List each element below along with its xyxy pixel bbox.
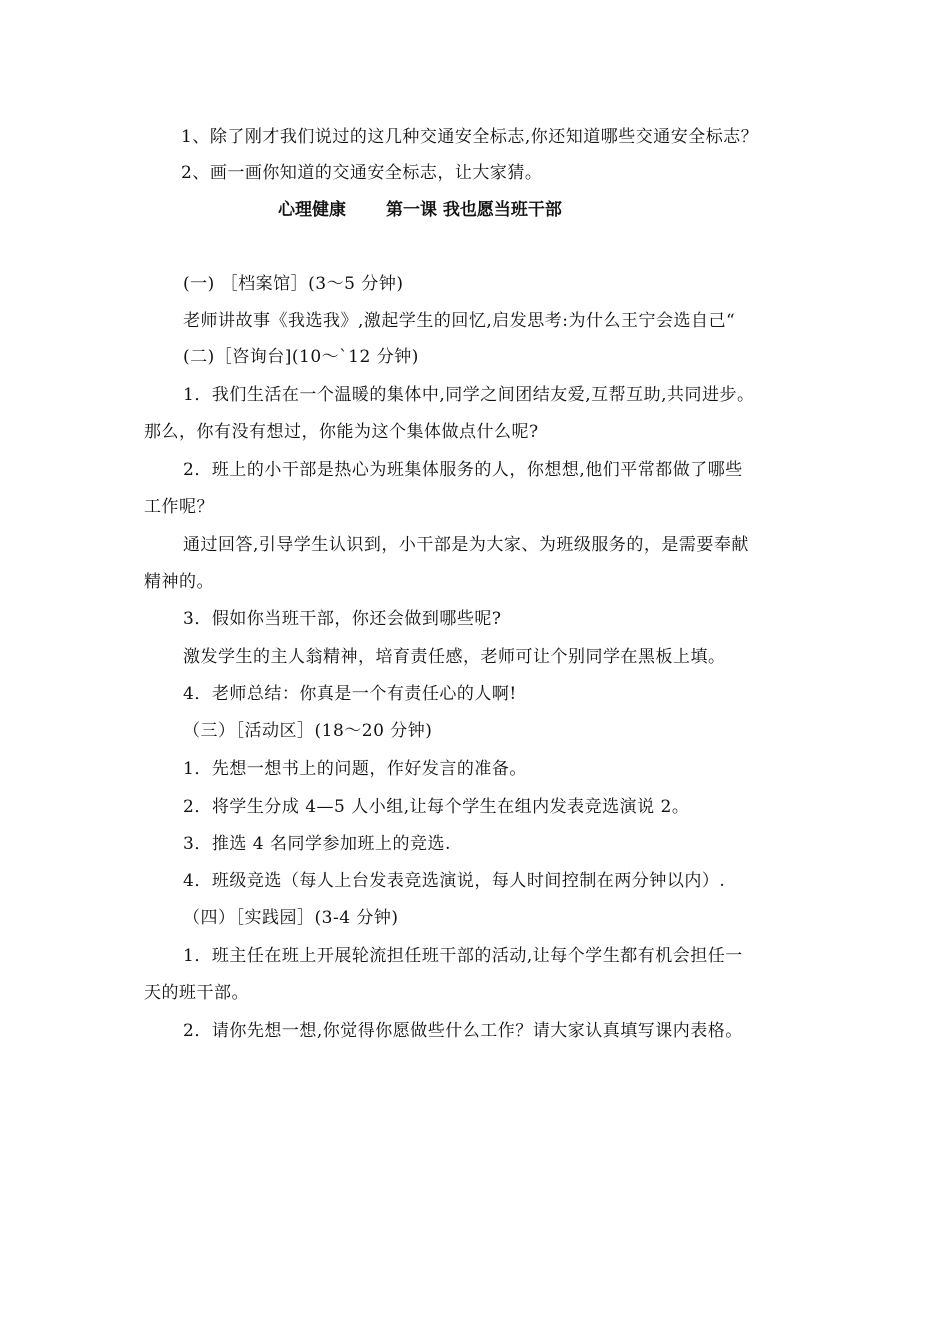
section-3-item: 4．班级竞选（每人上台发表竞选演说，每人时间控制在两分钟以内）. <box>183 871 726 891</box>
section-4-item: 天的班干部。 <box>144 983 249 1003</box>
section-1-text: 老师讲故事《我选我》,激起学生的回忆,启发思考:为什么王宁会选自己“ <box>183 311 736 331</box>
section-2-paragraph: 工作呢？ <box>144 497 214 517</box>
heading-subject: 心理健康 <box>278 200 346 220</box>
section-2-paragraph: 通过回答,引导学生认识到，小干部是为大家、为班级服务的，是需要奉献 <box>183 535 749 555</box>
section-4-item: 2．请你先想一想,你觉得你愿做些什么工作？请大家认真填写课内表格。 <box>183 1021 743 1041</box>
section-3-item: 2．将学生分成 4—5 人小组,让每个学生在组内发表竞选演说 2。 <box>183 797 690 817</box>
section-2-paragraph: 激发学生的主人翁精神，培育责任感，老师可让个别同学在黑板上填。 <box>183 647 726 667</box>
section-3-title: （三）［活动区］(18～20 分钟) <box>183 721 433 741</box>
section-3-item: 1．先想一想书上的问题，作好发言的准备。 <box>183 759 527 779</box>
section-2-title: (二)［咨询台](10～`12 分钟) <box>183 347 419 367</box>
section-2-paragraph: 1．我们生活在一个温暖的集体中,同学之间团结友爱,互帮互助,共同进步。 <box>183 385 755 405</box>
section-3-item: 3．推选 4 名同学参加班上的竞选. <box>183 834 451 854</box>
question-1: 1、除了刚才我们说过的这几种交通安全标志,你还知道哪些交通安全标志？ <box>181 127 759 147</box>
section-1-title: (一) ［档案馆］(3～5 分钟) <box>183 274 404 294</box>
lesson-heading <box>278 198 562 222</box>
section-2-paragraph: 3．假如你当班干部，你还会做到哪些呢? <box>183 609 502 629</box>
section-2-paragraph: 那么，你有没有想过，你能为这个集体做点什么呢? <box>144 422 539 442</box>
section-2-paragraph: 4．老师总结：你真是一个有责任心的人啊! <box>183 684 517 704</box>
question-2: 2、画一画你知道的交通安全标志，让大家猜。 <box>181 163 543 183</box>
section-2-paragraph: 精神的。 <box>144 572 214 592</box>
section-4-item: 1．班主任在班上开展轮流担任班干部的活动,让每个学生都有机会担任一 <box>183 946 743 966</box>
section-2-paragraph: 2．班上的小干部是热心为班集体服务的人，你想想,他们平常都做了哪些 <box>183 460 743 480</box>
section-4-title: （四）［实践园］(3-4 分钟) <box>183 908 399 928</box>
heading-lesson: 第一课 我也愿当班干部 <box>386 200 562 220</box>
